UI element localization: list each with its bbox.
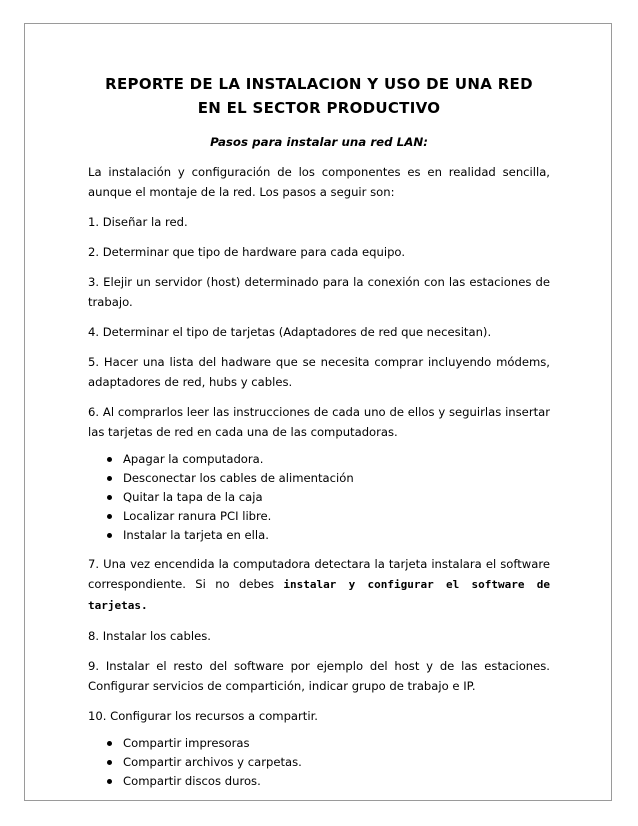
step-1: 1. Diseñar la red. <box>88 215 188 229</box>
bullet-icon <box>107 741 112 746</box>
bullet-icon <box>107 476 112 481</box>
list-item-text: Quitar la tapa de la caja <box>123 490 263 504</box>
list-item-text: Compartir archivos y carpetas. <box>123 755 302 769</box>
bullet-icon <box>107 760 112 765</box>
bullet-icon <box>107 457 112 462</box>
list-item <box>88 753 550 772</box>
document-body <box>88 72 550 800</box>
list-item <box>88 526 550 545</box>
list-item-text: Compartir discos duros. <box>123 774 261 788</box>
section-subtitle: Pasos para instalar una red LAN: <box>210 135 428 149</box>
step-2: 2. Determinar que tipo de hardware para cada equipo. <box>88 245 406 259</box>
step-6-bullet-list <box>88 450 550 545</box>
list-item <box>88 772 550 791</box>
step-8: 8. Instalar los cables. <box>88 629 211 643</box>
step-4: 4. Determinar el tipo de tarjetas (Adaptadores de red que necesitan). <box>88 325 492 339</box>
bullet-icon <box>107 779 112 784</box>
step-5: 5. Hacer una lista del hadware que se necesita comprar incluyendo módems, adaptadores de red, hubs y cables. <box>88 355 550 389</box>
list-item-text: Compartir impresoras <box>123 736 250 750</box>
step-9: 9. Instalar el resto del software por ejemplo del host y de las estaciones. Configurar servicios de compartición, indicar grupo de trabajo e IP. <box>88 659 550 693</box>
list-item <box>88 507 550 526</box>
bullet-icon <box>107 514 112 519</box>
list-item-text: Apagar la computadora. <box>123 452 264 466</box>
step-6: 6. Al comprarlos leer las instrucciones de cada uno de ellos y seguirlas insertar las tarjetas de red en cada una de las computadoras. <box>88 405 550 439</box>
list-item <box>88 450 550 469</box>
bullet-icon <box>107 533 112 538</box>
list-item <box>88 734 550 753</box>
list-item-text: Desconectar los cables de alimentación <box>123 471 354 485</box>
list-item-text: Instalar la tarjeta en ella. <box>123 528 269 542</box>
bullet-icon <box>107 495 112 500</box>
step-10: 10. Configurar los recursos a compartir. <box>88 709 318 723</box>
list-item-text: Localizar ranura PCI libre. <box>123 509 272 523</box>
list-item <box>88 488 550 507</box>
step-3: 3. Elejir un servidor (host) determinado para la conexión con las estaciones de trabajo. <box>88 275 550 309</box>
list-item <box>88 469 550 488</box>
step-7-text: 7. Una vez encendida la computadora detectara la tarjeta instalara el software correspondiente. Si no debes <box>88 557 550 591</box>
intro-paragraph: La instalación y configuración de los componentes es en realidad sencilla, aunque el montaje de la red. Los pasos a seguir son: <box>88 165 550 199</box>
step-7 <box>88 554 550 616</box>
title-line-2: EN EL SECTOR PRODUCTIVO <box>197 99 441 117</box>
step-10-bullet-list <box>88 734 550 791</box>
step-7-bold-text: instalar y configurar el software de tarjetas. <box>88 578 550 612</box>
title-line-1: REPORTE DE LA INSTALACION Y USO DE UNA RED <box>105 75 533 93</box>
document-title <box>88 72 550 120</box>
